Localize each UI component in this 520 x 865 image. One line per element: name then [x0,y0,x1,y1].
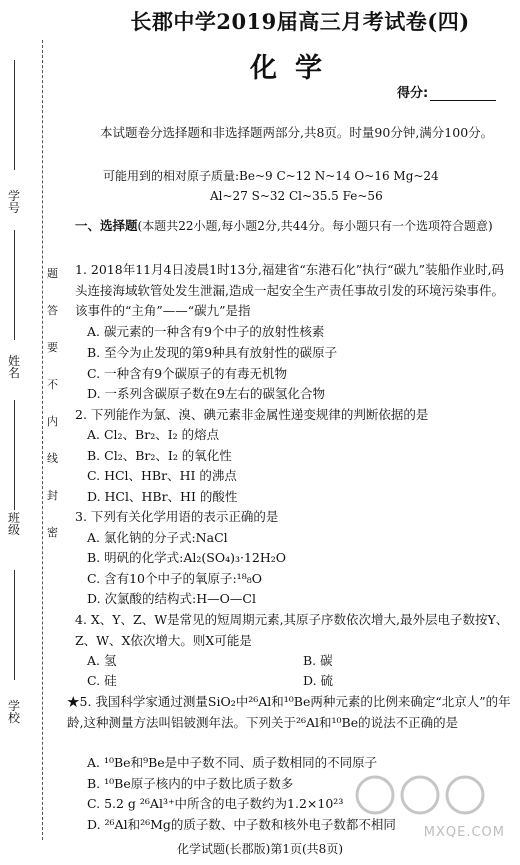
watermark-logo-icon [335,770,505,820]
question-4-option-c: C. 硅 [87,673,117,688]
question-4-stem: 4. X、Y、Z、W是常见的短周期元素,其原子序数依次增大,最外层电子数按Y、Z、W、X依次增大。则X可能是 [75,612,509,648]
question-3-stem: 3. 下列有关化学用语的表示正确的是 [75,509,279,524]
section-title: 一、选择题 [75,218,138,233]
watermark [335,770,505,840]
section-description: (本题共22小题,每小题2分,共44分。每小题只有一个选项符合题意) [137,219,493,233]
question-4-option-d: D. 硫 [303,673,334,688]
score-blank [430,88,496,101]
question-1-stem: 1. 2018年11月4日凌晨1时13分,福建省“东港石化”执行“碳九”装船作业时,码头连接海域软管处发生泄漏,造成一起安全生产责任事故引发的环境污染事件。该事件的“主角”——“碳九”是指 [75,262,504,318]
page-footer: 化学试题(长郡版)第1页(共8页) [177,842,343,856]
seal-char: 答 [47,304,58,317]
field-label-school: 学校 [7,699,20,725]
question-3-option-d: D. 次氯酸的结构式:H—O—Cl [87,591,256,606]
intro-text: 本试题卷分选择题和非选择题两部分,共8页。时量90分钟,满分100分。 [100,125,494,140]
question-1-option-a: A. 碳元素的一种含有9个中子的放射性核素 [87,324,325,339]
question-2-stem: 2. 下列能作为氯、溴、碘元素非金属性递变规律的判断依据的是 [75,407,429,422]
exam-title: 长郡中学2019届高三月考试卷(四) [130,9,470,34]
field-label-xuehao: 学号 [7,189,20,215]
cut-line [42,40,43,840]
seal-char: 线 [47,452,58,465]
question-2-option-a: A. Cl₂、Br₂、I₂ 的熔点 [87,427,220,442]
atomic-masses-line-1: 可能用到的相对原子质量:Be~9 C~12 N~14 O~16 Mg~24 [103,169,439,183]
question-1-option-b: B. 至今为止发现的第9种具有放射性的碳原子 [87,345,338,360]
seal-char: 题 [47,267,58,280]
watermark-text: MXQE.COM [423,825,505,840]
question-5-stem: ★5. 我国科学家通过测量SiO₂中²⁶Al和¹⁰Be两种元素的比例来确定“北京人”的年龄,这种测量方法叫铝铍测年法。下列关于²⁶Al和¹⁰Be的说法不正确的是 [67,694,511,730]
field-line-xuehao [14,60,15,170]
question-4-option-b: B. 碳 [303,653,333,668]
subject-title: 化学 [250,53,340,84]
question-1-option-c: C. 一种含有9个碳原子的有毒无机物 [87,366,288,381]
question-5-option-a: A. ¹⁰Be和⁹Be是中子数不同、质子数相同的不同原子 [87,755,378,770]
question-5-option-c: C. 5.2 g ²⁶Al³⁺中所含的电子数约为1.2×10²³ [87,796,344,811]
seal-char: 内 [47,415,58,428]
score-label: 得分: [397,86,429,101]
field-line-school [14,570,15,680]
question-3-option-a: A. 氯化钠的分子式:NaCl [87,530,228,545]
field-label-name: 姓名 [7,354,20,380]
seal-char: 要 [47,341,58,354]
question-4-option-a: A. 氢 [87,653,117,668]
question-2-option-d: D. HCl、HBr、HI 的酸性 [87,489,238,504]
seal-char: 不 [47,378,58,391]
seal-char: 封 [47,489,58,502]
question-5-option-b: B. ¹⁰Be原子核内的中子数比质子数多 [87,776,294,791]
question-2-option-b: B. Cl₂、Br₂、I₂ 的氧化性 [87,448,232,463]
question-2-option-c: C. HCl、HBr、HI 的沸点 [87,468,237,483]
question-3-option-b: B. 明矾的化学式:Al₂(SO₄)₃·12H₂O [87,550,287,565]
atomic-masses-line-2: Al~27 S~32 Cl~35.5 Fe~56 [210,189,383,203]
field-line-class [14,400,15,510]
score-field [397,82,496,101]
field-label-class: 班级 [7,511,20,537]
section-header [75,216,515,237]
binding-margin [0,0,62,865]
seal-char: 密 [47,526,58,539]
question-3-option-c: C. 含有10个中子的氧原子:¹⁸₈O [87,571,262,586]
question-5-option-d: D. ²⁶Al和²⁶Mg的质子数、中子数和核外电子数都不相同 [87,817,396,832]
question-1-option-d: D. 一系列含碳原子数在9左右的碳氢化合物 [87,386,325,401]
field-line-name [14,230,15,340]
